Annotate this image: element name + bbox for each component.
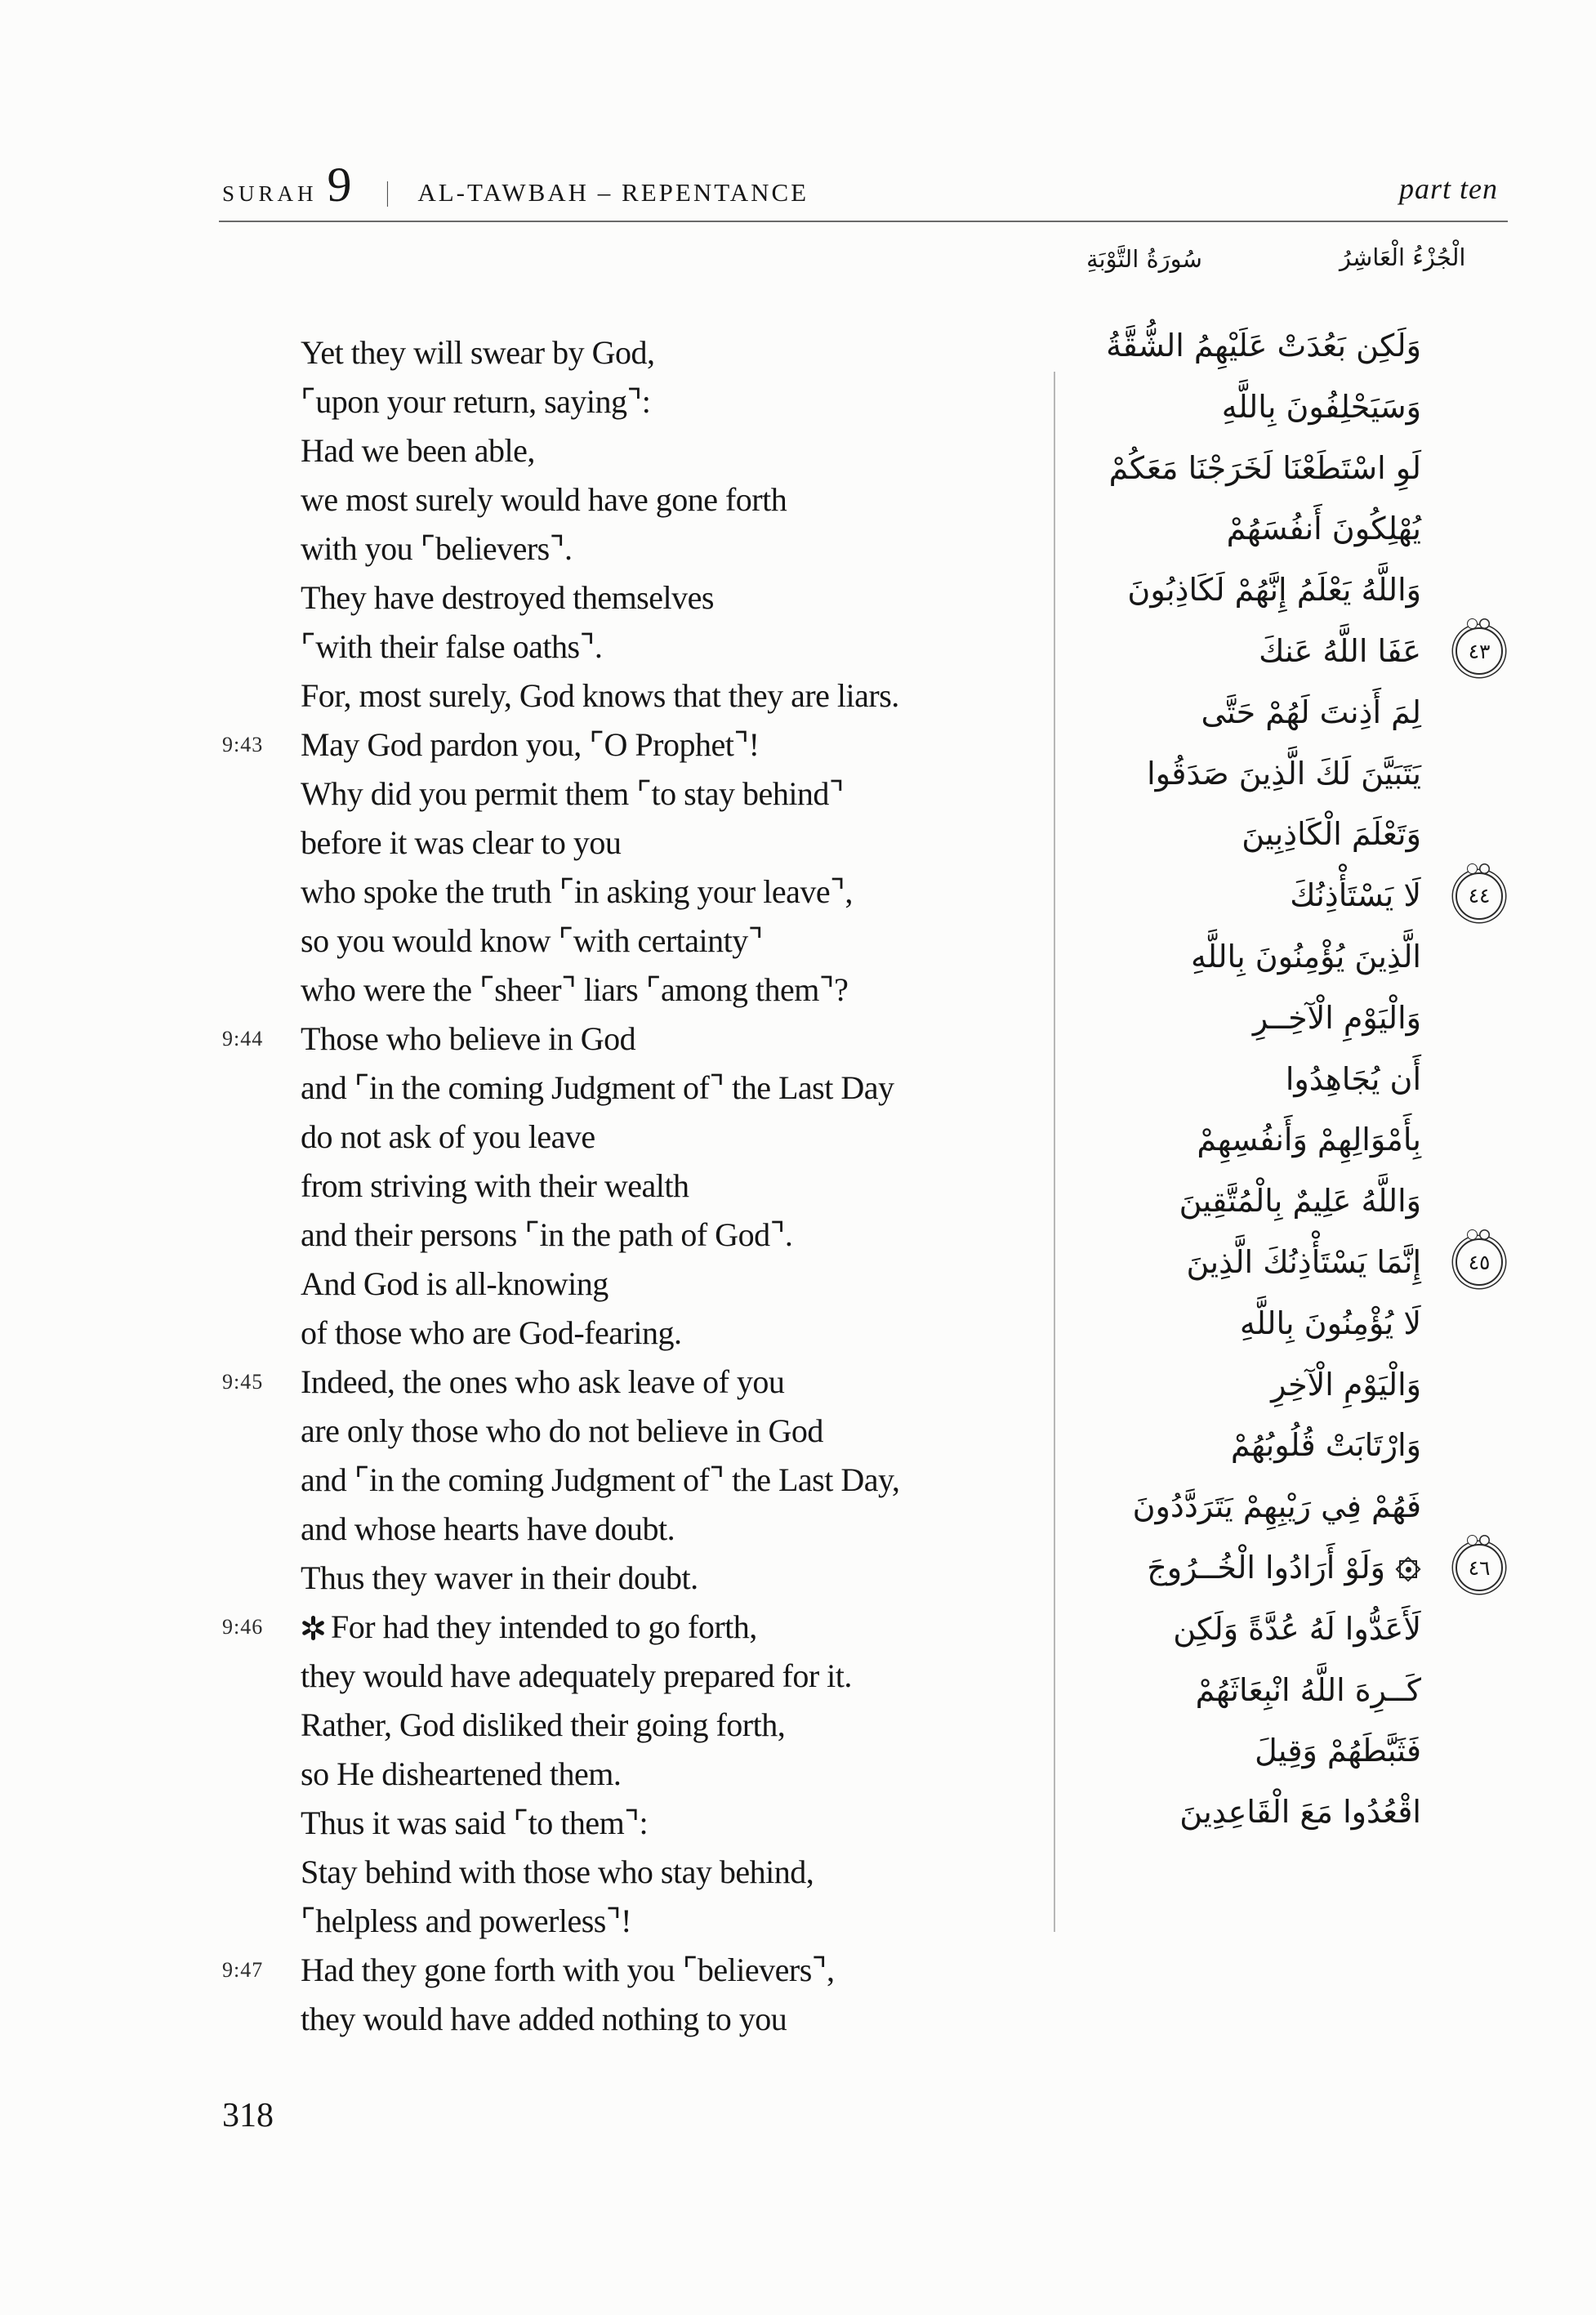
arabic-line — [1070, 743, 1421, 805]
english-line-text: Indeed, the ones who ask leave of you — [301, 1363, 785, 1400]
column-separator — [1054, 372, 1055, 1932]
english-line — [301, 1701, 1036, 1750]
arabic-line-text: فَهُمْ فِي رَيْبِهِمْ يَتَرَدَّدُونَ — [1132, 1488, 1421, 1525]
arabic-line — [1070, 1109, 1421, 1171]
page-number: 318 — [222, 2097, 274, 2134]
english-column — [222, 328, 1036, 2044]
english-line — [301, 1407, 1036, 1456]
english-line — [301, 622, 1036, 671]
arabic-line-text: يَتَبَيَّنَ لَكَ الَّذِينَ صَدَقُوا — [1147, 755, 1421, 792]
english-line-text: from striving with their wealth — [301, 1167, 689, 1204]
verse-medallion — [1456, 1238, 1503, 1286]
english-line-text: Had we been able, — [301, 432, 535, 469]
english-line-text: Yet they will swear by God, — [301, 334, 655, 371]
english-line — [301, 328, 1036, 377]
english-line-text: before it was clear to you — [301, 824, 622, 861]
arabic-line — [1070, 621, 1491, 682]
english-line-text: do not ask of you leave — [301, 1118, 595, 1155]
verse-medallion — [1456, 872, 1503, 920]
arabic-line-text: كَــرِهَ اللَّهُ انْبِعَاثَهُمْ — [1195, 1671, 1421, 1708]
arabic-line-text: أَن يُجَاهِدُوا — [1285, 1060, 1421, 1097]
english-line-text: of those who are God-fearing. — [301, 1314, 682, 1351]
english-line — [301, 868, 1036, 917]
english-line-text: who were the ⌜sheer⌝ liars ⌜among them⌝? — [301, 971, 849, 1008]
verse-medallion-number: ٤٣ — [1468, 639, 1491, 663]
arabic-line — [1070, 804, 1421, 865]
verse-medallion-number: ٤٥ — [1468, 1250, 1491, 1274]
english-line — [301, 1211, 1036, 1260]
verse-medallion-number: ٤٤ — [1468, 884, 1491, 908]
english-line — [222, 1358, 1036, 1407]
english-line-text: Had they gone forth with you ⌜believers⌝, — [301, 1951, 835, 1988]
english-line-text: They have destroyed themselves — [301, 579, 714, 616]
verse-medallion — [1456, 1544, 1503, 1591]
arabic-line-text: وَلَوْ أَرَادُوا الْخُــرُوجَ — [1147, 1549, 1385, 1586]
english-line — [301, 1995, 1036, 2044]
english-line-text: And God is all-knowing — [301, 1265, 609, 1302]
english-line — [301, 819, 1036, 868]
english-line-text: they would have adequately prepared for it. — [301, 1657, 852, 1694]
english-line — [301, 1162, 1036, 1211]
english-line-text: Why did you permit them ⌜to stay behind⌝ — [301, 775, 845, 812]
arabic-line — [1070, 498, 1421, 560]
english-line — [301, 573, 1036, 622]
verse-number: 9:45 — [222, 1370, 264, 1394]
arabic-line-text: لِمَ أَذِنتَ لَهُمْ حَتَّى — [1201, 694, 1421, 730]
english-line-text: are only those who do not believe in God — [301, 1412, 823, 1449]
arabic-line — [1070, 1476, 1421, 1537]
arabic-line-text: فَثَبَّطَهُمْ وَقِيلَ — [1255, 1733, 1421, 1769]
english-line — [301, 524, 1036, 573]
arabic-line-text: لَا يُؤْمِنُونَ بِاللَّهِ — [1239, 1305, 1421, 1341]
arabic-line-text: إِنَّمَا يَسْتَأْذِنُكَ الَّذِينَ — [1186, 1243, 1421, 1280]
arabic-line — [1070, 1720, 1421, 1782]
english-line — [222, 720, 1036, 769]
arabic-line-text: وَسَيَحْلِفُونَ بِاللَّهِ — [1221, 388, 1421, 425]
english-line — [301, 917, 1036, 966]
arabic-line-text: وَالْيَوْمِ الْآخِرِ — [1271, 1366, 1421, 1403]
english-line-text: Thus it was said ⌜to them⌝: — [301, 1804, 649, 1841]
arabic-line-text: بِأَمْوَالِهِمْ وَأَنفُسِهِمْ — [1197, 1122, 1421, 1158]
english-line-text: May God pardon you, ⌜O Prophet⌝! — [301, 726, 760, 763]
surah-number: 9 — [327, 158, 352, 212]
arabic-line — [1070, 315, 1421, 377]
arabic-line — [1070, 926, 1421, 988]
arabic-line — [1070, 377, 1421, 438]
arabic-line-text: وَارْتَابَتْ قُلُوبُهُمْ — [1230, 1427, 1421, 1464]
english-line-text: Rather, God disliked their going forth, — [301, 1706, 786, 1743]
english-line — [301, 1897, 1036, 1946]
arabic-column — [1070, 315, 1491, 1843]
english-line — [301, 377, 1036, 426]
english-line-text: who spoke the truth ⌜in asking your leave⌝, — [301, 873, 853, 910]
arabic-line — [1070, 1232, 1491, 1293]
arabic-line-text: اقْعُدُوا مَعَ الْقَاعِدِينَ — [1179, 1794, 1421, 1831]
arabic-line-text: لَأَعَدُّوا لَهُ عُدَّةً وَلَكِن — [1173, 1610, 1421, 1647]
english-line-text: so He disheartened them. — [301, 1755, 622, 1792]
surah-label: SURAH — [222, 181, 318, 206]
english-line-text: with you ⌜believers⌝. — [301, 530, 573, 567]
arabic-line-text: لَا يَسْتَأْذِنُكَ — [1290, 877, 1421, 914]
english-line — [301, 966, 1036, 1015]
english-line — [301, 1652, 1036, 1701]
arabic-line — [1070, 1293, 1421, 1354]
arabic-line-text: وَاللَّهُ عَلِيمٌ بِالْمُتَّقِينَ — [1179, 1183, 1421, 1220]
english-line-text: we most surely would have gone forth — [301, 481, 787, 518]
english-line-text: For, most surely, God knows that they are liars. — [301, 677, 899, 714]
arabic-line — [1070, 865, 1491, 926]
verse-start-flower-icon — [301, 1616, 325, 1640]
arabic-line — [1070, 1599, 1421, 1660]
english-line — [301, 671, 1036, 720]
english-line — [301, 1505, 1036, 1554]
header-divider: | — [385, 177, 389, 207]
english-line — [301, 769, 1036, 819]
arabic-line — [1070, 560, 1421, 621]
verse-number: 9:46 — [222, 1615, 264, 1639]
english-line — [301, 1113, 1036, 1162]
arabic-line-text: لَوِ اسْتَطَعْنَا لَخَرَجْنَا مَعَكُمْ — [1108, 449, 1421, 486]
page-header — [222, 158, 809, 212]
arabic-line — [1070, 1782, 1421, 1843]
english-line-text: so you would know ⌜with certainty⌝ — [301, 922, 763, 959]
arabic-line — [1070, 1171, 1421, 1232]
verse-number: 9:47 — [222, 1958, 264, 1982]
verse-medallion — [1456, 627, 1503, 675]
english-line-text: and ⌜in the coming Judgment of⌝ the Last Day, — [301, 1461, 900, 1498]
english-line — [301, 426, 1036, 475]
english-line-text: Those who believe in God — [301, 1020, 636, 1057]
english-line — [222, 1603, 1036, 1652]
arabic-line-text: وَاللَّهُ يَعْلَمُ إِنَّهُمْ لَكَاذِبُونَ — [1127, 572, 1421, 609]
rub-el-hizb-icon — [1395, 1556, 1421, 1582]
english-line-text: and whose hearts have doubt. — [301, 1510, 675, 1547]
arabic-line-text: الَّذِينَ يُؤْمِنُونَ بِاللَّهِ — [1191, 938, 1421, 975]
arabic-line-text: عَفَا اللَّهُ عَنكَ — [1259, 632, 1421, 669]
english-line-text: and their persons ⌜in the path of God⌝. — [301, 1216, 793, 1253]
english-line-text: For had they intended to go forth, — [331, 1608, 757, 1645]
english-line-text: they would have added nothing to you — [301, 2001, 787, 2037]
arabic-line — [1070, 1660, 1421, 1721]
arabic-line — [1070, 988, 1421, 1049]
header-rule — [219, 221, 1508, 222]
english-line — [301, 1554, 1036, 1603]
arabic-juz-name: الْجُزْءُ الْعَاشِرُ — [1340, 243, 1466, 271]
english-line — [222, 1015, 1036, 1064]
arabic-line — [1070, 682, 1421, 743]
surah-title: AL-TAWBAH – REPENTANCE — [417, 178, 809, 207]
english-line — [301, 475, 1036, 524]
verse-number: 9:43 — [222, 733, 264, 756]
english-line-text: ⌜with their false oaths⌝. — [301, 628, 603, 665]
arabic-line-text: وَتَعْلَمَ الْكَاذِبِينَ — [1242, 816, 1421, 853]
english-line-text: Stay behind with those who stay behind, — [301, 1853, 814, 1890]
arabic-line-text: وَالْيَوْمِ الْآخِــرِ — [1252, 999, 1421, 1036]
arabic-line — [1070, 1354, 1421, 1416]
english-line — [301, 1064, 1036, 1113]
english-line-text: ⌜helpless and powerless⌝! — [301, 1902, 631, 1939]
english-line — [301, 1799, 1036, 1848]
arabic-line — [1070, 1537, 1491, 1599]
verse-medallion-number: ٤٦ — [1468, 1555, 1491, 1580]
english-line-text: Thus they waver in their doubt. — [301, 1559, 698, 1596]
arabic-line — [1070, 438, 1421, 499]
english-line — [301, 1260, 1036, 1309]
arabic-surah-name: سُورَةُ التَّوْبَةِ — [1086, 245, 1202, 273]
verse-number: 9:44 — [222, 1027, 264, 1050]
english-line — [301, 1309, 1036, 1358]
english-line — [301, 1456, 1036, 1505]
part-label: part ten — [1399, 172, 1498, 205]
english-line — [301, 1848, 1036, 1897]
english-line — [222, 1946, 1036, 1995]
english-line-text: ⌜upon your return, saying⌝: — [301, 383, 651, 420]
arabic-line — [1070, 1415, 1421, 1476]
english-line — [301, 1750, 1036, 1799]
arabic-line-text: وَلَكِن بَعُدَتْ عَلَيْهِمُ الشُّقَّةُ — [1106, 328, 1421, 364]
arabic-line — [1070, 1049, 1421, 1110]
english-line-text: and ⌜in the coming Judgment of⌝ the Last Day — [301, 1069, 894, 1106]
arabic-line-text: يُهْلِكُونَ أَنفُسَهُمْ — [1226, 511, 1421, 547]
